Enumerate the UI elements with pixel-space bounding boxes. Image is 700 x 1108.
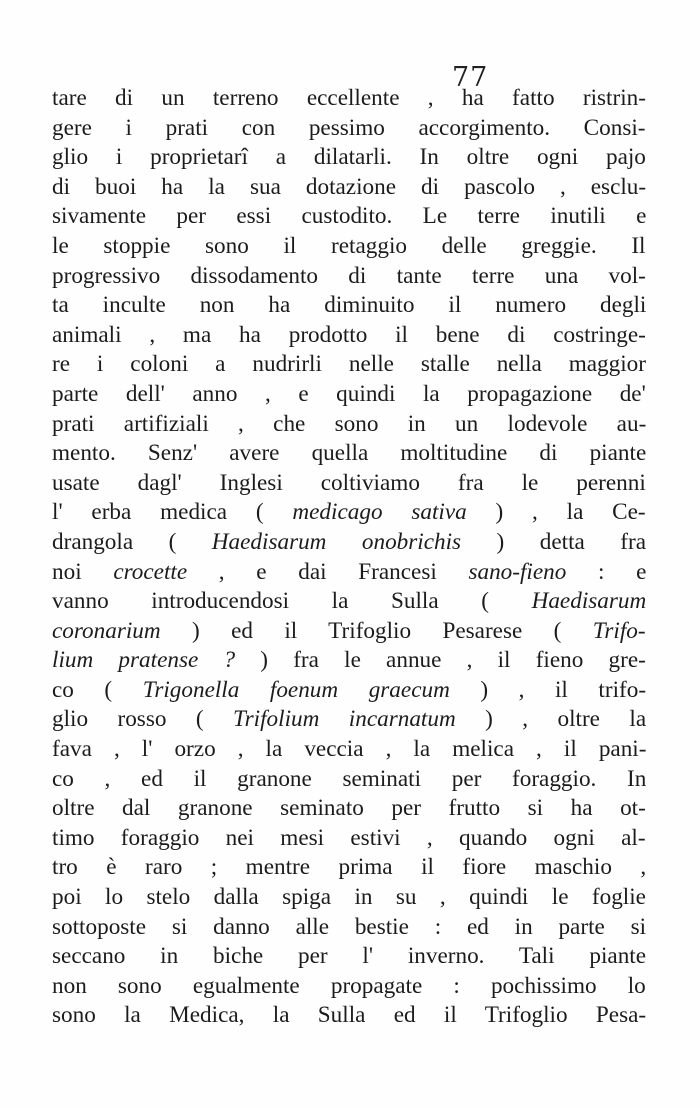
italic-term: Trifolium incarnatum [233, 706, 456, 733]
text-segment: animali , ma ha prodotto il bene di costringe- [52, 321, 646, 348]
text-line [52, 498, 646, 528]
text-line [52, 469, 646, 499]
text-segment: parte dell' anno , e quindi la propagazione de' [52, 380, 646, 407]
text-line [52, 883, 646, 913]
text-segment: tare di un terreno eccellente , ha fatto ristrin- [52, 85, 646, 111]
text-segment: ) , la Ce- [466, 499, 646, 526]
text-segment: sono la Medica, la Sulla ed il Trifoglio Pesa- [52, 1002, 647, 1029]
text-line [52, 528, 646, 558]
text-segment: re i coloni a nudrirli nelle stalle nella maggior [52, 351, 646, 378]
text-line [52, 558, 646, 588]
text-segment: sottoposte si danno alle bestie : ed in parte si [52, 913, 647, 940]
text-segment: ) , il trifo- [449, 676, 647, 703]
text-line [52, 646, 646, 676]
text-segment: tro è raro ; mentre prima il fiore maschio , [52, 854, 647, 881]
text-line [52, 410, 646, 440]
italic-term: Haedisarum [531, 588, 647, 615]
text-line [52, 972, 646, 1002]
text-line [52, 587, 646, 617]
text-segment: co ( [52, 676, 143, 703]
text-line [52, 84, 646, 114]
text-segment: progressivo dissodamento di tante terre una vol- [52, 262, 646, 289]
text-line [52, 143, 646, 173]
text-line [52, 380, 646, 410]
body-text [52, 84, 646, 1031]
text-segment: le stoppie sono il retaggio delle greggie. Il [52, 232, 646, 259]
italic-term: medicago sativa [292, 499, 467, 526]
text-segment: drangola ( [52, 528, 212, 555]
text-line [52, 1001, 646, 1031]
text-line [52, 232, 646, 262]
text-line [52, 942, 646, 972]
text-segment: , e dai Francesi [187, 558, 469, 585]
text-line [52, 617, 646, 647]
text-segment: oltre dal granone seminato per frutto si ha ot- [52, 795, 646, 822]
text-segment: glio i proprietarî a dilatarli. In oltre ogni pajo [52, 144, 646, 171]
text-segment: poi lo stelo dalla spiga in su , quindi le foglie [52, 884, 646, 911]
text-segment: ) , oltre la [455, 706, 647, 733]
text-line [52, 321, 646, 351]
text-line [52, 676, 646, 706]
text-line [52, 913, 646, 943]
text-line [52, 439, 646, 469]
text-segment: non sono egualmente propagate : pochissimo lo [52, 972, 646, 999]
italic-term: Trifo- [592, 617, 646, 644]
text-segment: usate dagl' Inglesi coltiviamo fra le perenni [52, 469, 646, 496]
text-line [52, 173, 646, 203]
text-segment: vanno introducendosi la Sulla ( [52, 588, 532, 615]
text-line [52, 853, 646, 883]
text-segment: ) detta fra [461, 528, 647, 555]
text-segment: mento. Senz' avere quella moltitudine di piante [52, 440, 647, 467]
text-line [52, 824, 646, 854]
italic-term: crocette [113, 558, 188, 585]
text-segment: gere i prati con pessimo accorgimento. Consi- [52, 114, 646, 141]
italic-term: Trigonella foenum graecum [142, 676, 450, 703]
text-segment: ta inculte non ha diminuito il numero degli [52, 292, 647, 319]
text-segment: di buoi ha la sua dotazione di pascolo , esclu- [52, 173, 647, 200]
text-segment: seccano in biche per l' inverno. Tali piante [52, 943, 647, 970]
text-segment: fava , l' orzo , la veccia , la melica , il pani- [52, 736, 647, 763]
text-segment: sivamente per essi custodito. Le terre inutili e [52, 203, 647, 230]
text-segment: timo foraggio nei mesi estivi , quando ogni al- [52, 824, 646, 851]
text-line [52, 202, 646, 232]
text-line [52, 765, 646, 795]
text-segment: prati artifiziali , che sono in un lodevole au- [52, 410, 647, 437]
text-line [52, 262, 646, 292]
page-number: 77 [452, 62, 489, 93]
text-line [52, 705, 646, 735]
italic-term: lium pratense ? [52, 647, 236, 674]
text-segment: glio rosso ( [52, 706, 234, 733]
italic-term: coronarium [52, 617, 161, 644]
text-segment: l' erba medica ( [52, 499, 293, 526]
text-line [52, 291, 646, 321]
text-line [52, 794, 646, 824]
italic-term: Haedisarum onobrichis [211, 528, 462, 555]
text-segment: ) fra le annue , il fieno gre- [235, 647, 646, 674]
text-segment: : e [566, 558, 647, 585]
italic-term: sano-fieno [468, 558, 567, 585]
text-line [52, 350, 646, 380]
text-line [52, 735, 646, 765]
text-line [52, 114, 646, 144]
text-segment: co , ed il granone seminati per foraggio. In [52, 765, 647, 792]
text-segment: noi [52, 558, 114, 585]
text-segment: ) ed il Trifoglio Pesarese ( [160, 617, 593, 644]
